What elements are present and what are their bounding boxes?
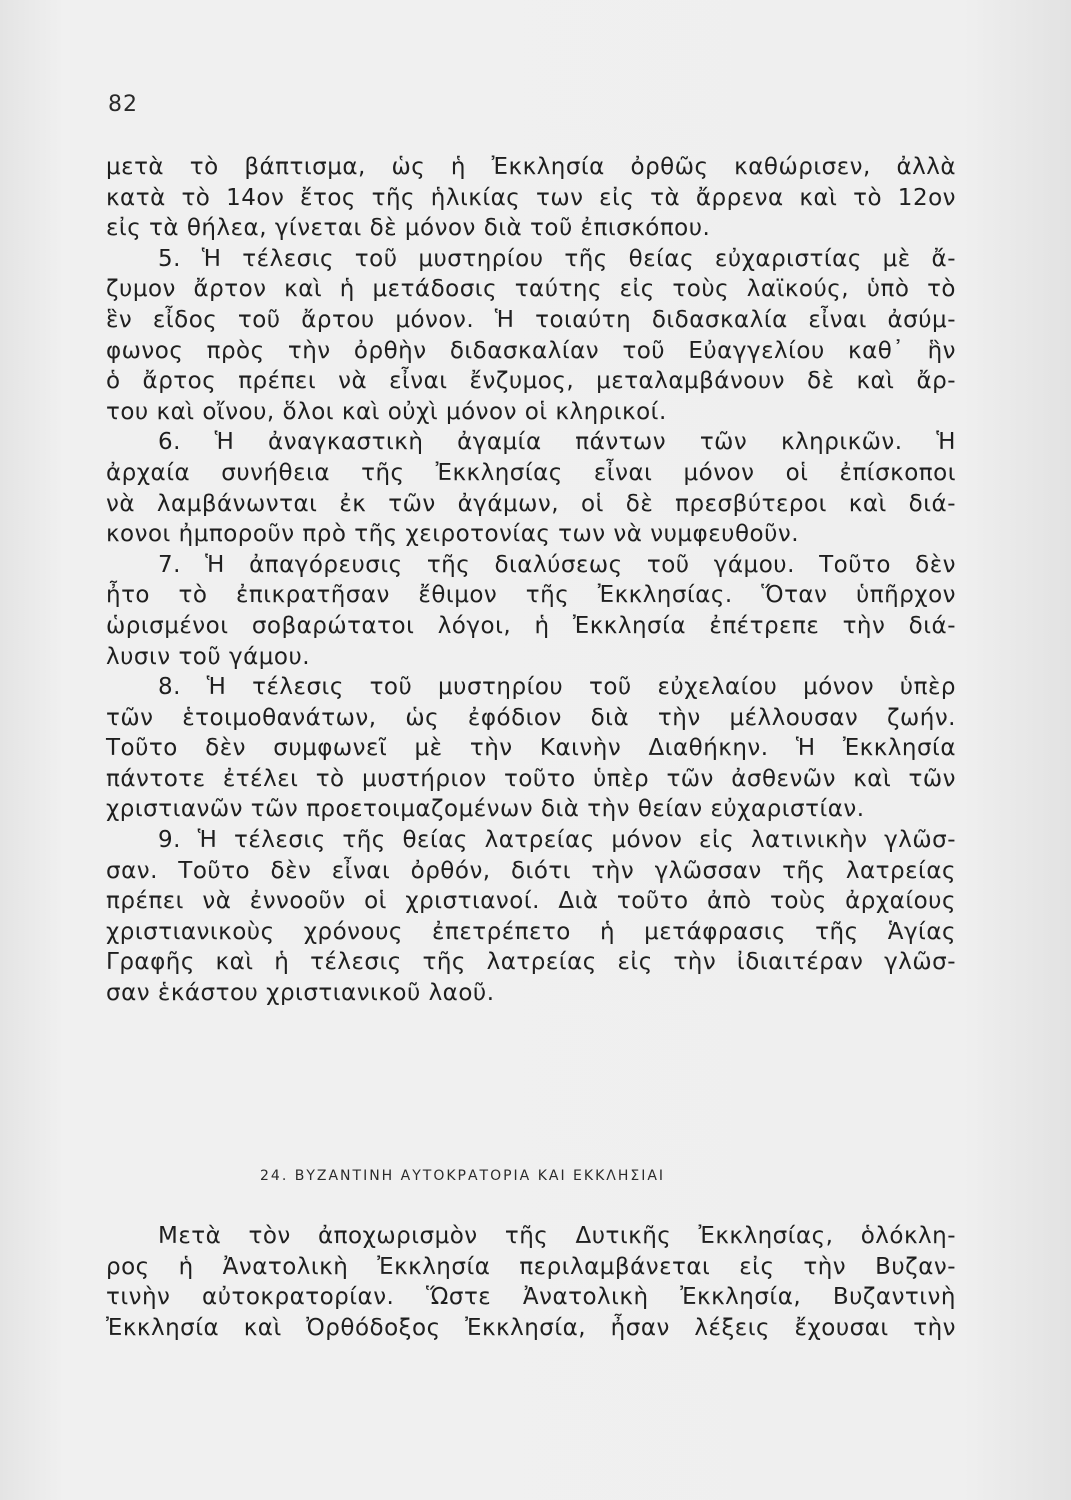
section-text (106, 1221, 956, 1343)
body-text (106, 152, 956, 1009)
section-text-line: ρος ἡ Ἀνατολικὴ Ἐκκλησία περιλαμβάνεται εἰς τὴν Βυζαν- (106, 1253, 956, 1280)
text-line: 7. Ἡ ἀπαγόρευσις τῆς διαλύσεως τοῦ γάμου. Τοῦτο δὲν (158, 551, 956, 578)
text-line: 5. Ἡ τέλεσις τοῦ μυστηρίου τῆς θείας εὐχαριστίας μὲ ἄ- (158, 245, 956, 272)
text-line: σαν. Τοῦτο δὲν εἶναι ὀρθόν, διότι τὴν γλῶσσαν τῆς λατρείας (106, 857, 956, 884)
text-line: 6. Ἡ ἀναγκαστικὴ ἀγαμία πάντων τῶν κληρικῶν. Ἡ (158, 429, 956, 456)
text-line: ὡρισμένοι σοβαρώτατοι λόγοι, ἡ Ἐκκλησία ἐπέτρεπε τὴν διά- (106, 612, 956, 639)
text-line: νὰ λαμβάνωνται ἐκ τῶν ἀγάμων, οἱ δὲ πρεσβύτεροι καὶ διά- (106, 490, 956, 517)
text-line: 9. Ἡ τέλεσις τῆς θείας λατρείας μόνον εἰς λατινικὴν γλῶσ- (158, 827, 956, 854)
text-line: κονοι ἠμποροῦν πρὸ τῆς χειροτονίας των νὰ νυμφευθοῦν. (106, 521, 800, 548)
text-line: Τοῦτο δὲν συμφωνεῖ μὲ τὴν Καινὴν Διαθήκην. Ἡ Ἐκκλησία (106, 735, 956, 762)
text-line: σαν ἑκάστου χριστιανικοῦ λαοῦ. (106, 980, 495, 1007)
text-line: τῶν ἑτοιμοθανάτων, ὡς ἐφόδιον διὰ τὴν μέλλουσαν ζωήν. (106, 704, 956, 731)
text-line: ζυμον ἄρτον καὶ ἡ μετάδοσις ταύτης εἰς τοὺς λαϊκούς, ὑπὸ τὸ (106, 276, 956, 303)
text-line: ἓν εἶδος τοῦ ἄρτου μόνον. Ἡ τοιαύτη διδασκαλία εἶναι ἀσύμ- (106, 306, 956, 333)
text-line: κατὰ τὸ 14ον ἔτος τῆς ἡλικίας των εἰς τὰ ἄρρενα καὶ τὸ 12ον (106, 184, 956, 211)
text-line: ὁ ἄρτος πρέπει νὰ εἶναι ἔνζυμος, μεταλαμβάνουν δὲ καὶ ἄρ- (106, 368, 956, 395)
section-text-line: Μετὰ τὸν ἀποχωρισμὸν τῆς Δυτικῆς Ἐκκλησίας, ὁλόκλη- (158, 1223, 956, 1249)
text-line: πάντοτε ἐτέλει τὸ μυστήριον τοῦτο ὑπὲρ τῶν ἀσθενῶν καὶ τῶν (106, 765, 956, 792)
section-heading: 24. ΒΥΖΑΝΤΙΝΗ ΑΥΤΟΚΡΑΤΟΡΙΑ ΚΑΙ ΕΚΚΛΗΣΙΑΙ (260, 1168, 666, 1184)
text-line: εἰς τὰ θήλεα, γίνεται δὲ μόνον διὰ τοῦ ἐπισκόπου. (106, 215, 711, 242)
section-text-line: Ἐκκλησία καὶ Ὀρθόδοξος Ἐκκλησία, ἦσαν λέξεις ἔχουσαι τὴν (106, 1314, 956, 1341)
text-line: του καὶ οἴνου, ὅλοι καὶ οὐχὶ μόνον οἱ κληρικοί. (106, 398, 667, 425)
text-line: πρέπει νὰ ἐννοοῦν οἱ χριστιανοί. Διὰ τοῦτο ἀπὸ τοὺς ἀρχαίους (106, 888, 956, 915)
text-line: λυσιν τοῦ γάμου. (106, 643, 311, 670)
text-line: Γραφῆς καὶ ἡ τέλεσις τῆς λατρείας εἰς τὴν ἰδιαιτέραν γλῶσ- (106, 949, 956, 976)
text-line: χριστιανικοὺς χρόνους ἐπετρέπετο ἡ μετάφρασις τῆς Ἁγίας (106, 918, 956, 945)
text-line: ἦτο τὸ ἐπικρατῆσαν ἔθιμον τῆς Ἐκκλησίας. Ὅταν ὑπῆρχον (106, 582, 956, 609)
section-text-line: τινὴν αὐτοκρατορίαν. Ὥστε Ἀνατολικὴ Ἐκκλησία, Βυζαντινὴ (106, 1284, 956, 1311)
text-line: ἀρχαία συνήθεια τῆς Ἐκκλησίας εἶναι μόνον οἱ ἐπίσκοποι (106, 459, 956, 486)
text-line: μετὰ τὸ βάπτισμα, ὡς ἡ Ἐκκλησία ὀρθῶς καθώρισεν, ἀλλὰ (106, 154, 956, 180)
page-number: 82 (108, 92, 138, 117)
text-line: 8. Ἡ τέλεσις τοῦ μυστηρίου τοῦ εὐχελαίου μόνον ὑπὲρ (158, 674, 956, 701)
text-line: χριστιανῶν τῶν προετοιμαζομένων διὰ τὴν θείαν εὐχαριστίαν. (106, 796, 865, 823)
text-line: φωνος πρὸς τὴν ὀρθὴν διδασκαλίαν τοῦ Εὐαγγελίου καθ᾽ ἣν (106, 337, 956, 364)
